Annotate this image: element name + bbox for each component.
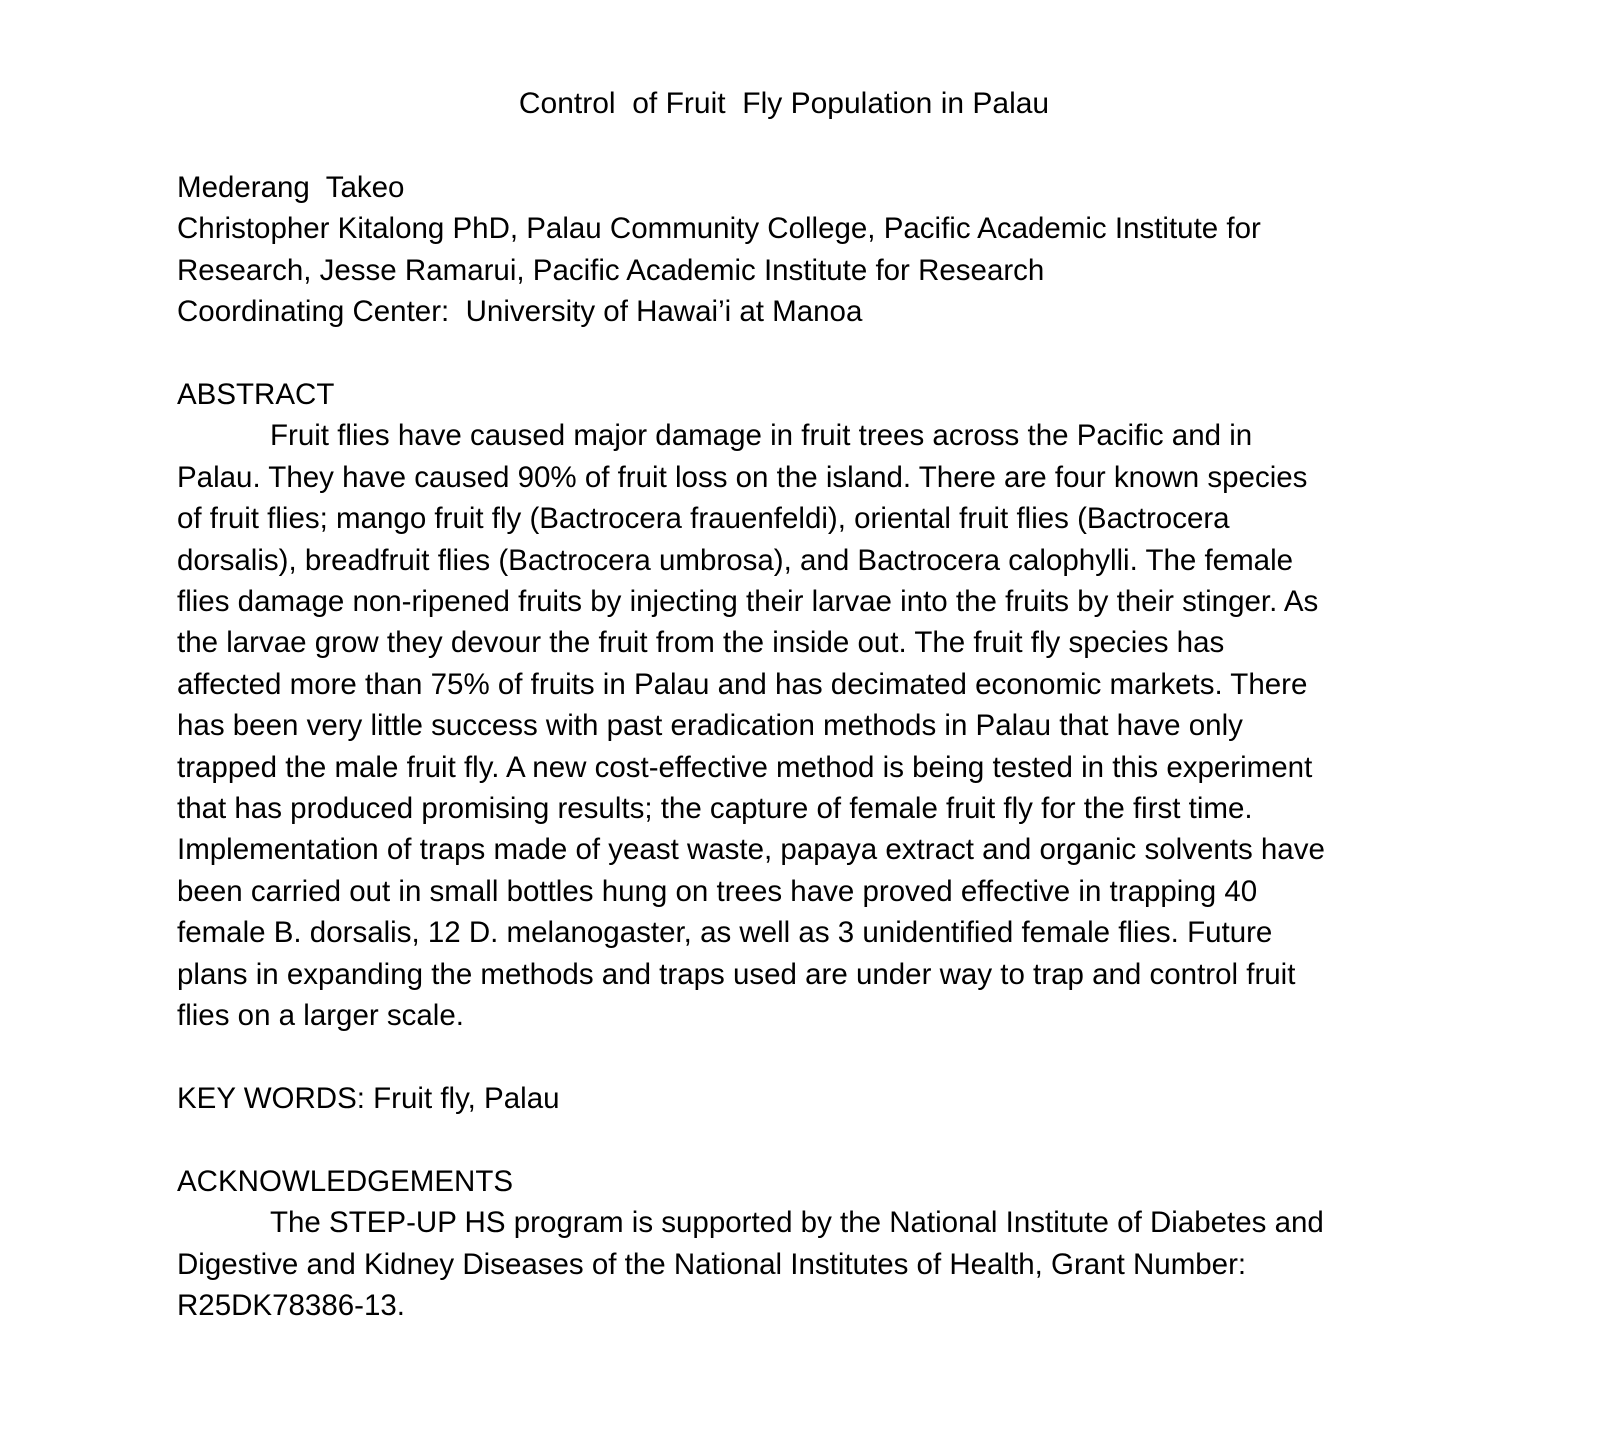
acknowledgements-section xyxy=(177,1161,1409,1327)
abstract-line: has been very little success with past eradication methods in Palau that have only xyxy=(177,709,1243,743)
acknowledgements-line: Digestive and Kidney Diseases of the National Institutes of Health, Grant Number: xyxy=(177,1247,1247,1281)
document-body xyxy=(177,167,1409,1326)
abstract-line: been carried out in small bottles hung on trees have proved effective in trapping 40 xyxy=(177,874,1258,908)
abstract-line: plans in expanding the methods and traps used are under way to trap and control fruit xyxy=(177,957,1296,991)
abstract-line: affected more than 75% of fruits in Palau and has decimated economic markets. There xyxy=(177,667,1308,701)
author-block xyxy=(177,167,1409,333)
abstract-line: the larvae grow they devour the fruit from the inside out. The fruit fly species has xyxy=(177,626,1225,660)
abstract-line: female B. dorsalis, 12 D. melanogaster, as well as 3 unidentified female flies. Future xyxy=(177,916,1273,950)
abstract-line: that has produced promising results; the capture of female fruit fly for the first time. xyxy=(177,792,1253,826)
student-author: Mederang Takeo xyxy=(177,171,405,204)
mentors-line: Christopher Kitalong PhD, Palau Community College, Pacific Academic Institute for xyxy=(177,212,1261,246)
acknowledgements-heading: ACKNOWLEDGEMENTS xyxy=(177,1164,514,1198)
mentors-line: Research, Jesse Ramarui, Pacific Academic Institute for Research xyxy=(177,253,1045,287)
document-title: Control of Fruit Fly Population in Palau xyxy=(518,87,1050,120)
abstract-line: flies on a larger scale. xyxy=(177,999,464,1033)
abstract-section xyxy=(177,374,1409,1037)
acknowledgements-line: R25DK78386-13. xyxy=(177,1288,405,1322)
spacer xyxy=(177,1119,1409,1160)
abstract-line: dorsalis), breadfruit flies (Bactrocera umbrosa), and Bactrocera calophylli. The female xyxy=(177,543,1294,577)
abstract-line: Implementation of traps made of yeast waste, papaya extract and organic solvents have xyxy=(177,833,1325,867)
abstract-heading: ABSTRACT xyxy=(177,378,335,412)
abstract-line: Palau. They have caused 90% of fruit loss on the island. There are four known species xyxy=(177,460,1308,494)
abstract-line: trapped the male fruit fly. A new cost-effective method is being tested in this experiment xyxy=(177,750,1313,784)
spacer xyxy=(177,1037,1409,1078)
abstract-line: Fruit flies have caused major damage in fruit trees across the Pacific and in xyxy=(270,419,1253,453)
spacer xyxy=(177,333,1409,374)
abstract-line: of fruit flies; mango fruit fly (Bactrocera frauenfeldi), oriental fruit flies (Bactrocera xyxy=(177,502,1230,536)
acknowledgements-line: The STEP-UP HS program is supported by the National Institute of Diabetes and xyxy=(270,1206,1324,1240)
coordinating-center: Coordinating Center: University of Hawai’i at Manoa xyxy=(177,295,863,329)
abstract-line: flies damage non-ripened fruits by injecting their larvae into the fruits by their stinger. As xyxy=(177,585,1319,619)
keywords-line: KEY WORDS: Fruit fly, Palau xyxy=(177,1081,560,1115)
